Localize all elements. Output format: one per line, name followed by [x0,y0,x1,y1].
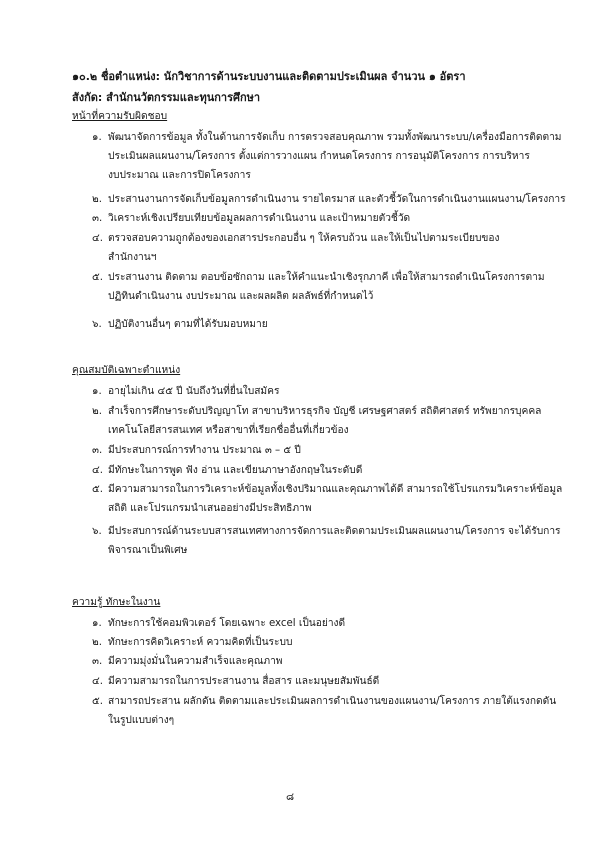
skills-item-number: ๓. [92,656,103,667]
skills-item-number: ๕. [92,696,103,707]
duties-heading: หน้าที่ความรับผิดชอบ [72,111,168,122]
qualifications-item-text: พิจารณาเป็นพิเศษ [108,545,188,556]
qualifications-item-text: อายุไม่เกิน ๔๕ ปี นับถึงวันที่ยื่นใบสมัคร [108,386,280,397]
skills-item-number: ๒. [92,637,102,648]
qualifications-item-number: ๑. [92,386,102,397]
duties-item-number: ๔. [92,233,103,244]
duties-item-text: ประสานงาน ติดตาม ตอบข้อซักถาม และให้คำแนะนำเชิงรุกภาคี เพื่อให้สามารถดำเนินโครงการตาม [108,272,545,283]
qualifications-item-text: มีทักษะในการพูด ฟัง อ่าน และเขียนภาษาอังกฤษในระดับดี [108,465,363,476]
qualifications-item-number: ๖. [92,526,102,537]
skills-item-text: มีความสามารถในการประสานงาน สื่อสาร และมนุษยสัมพันธ์ดี [108,676,380,687]
qualifications-item-number: ๔. [92,465,103,476]
duties-item-text: ตรวจสอบความถูกต้องของเอกสารประกอบอื่น ๆ ให้ครบถ้วน และให้เป็นไปตามระเบียบของ [108,233,500,244]
skills-heading: ความรู้ ทักษะในงาน [72,597,161,608]
position-title: ๑๐.๒ ชื่อตำแหน่ง: นักวิชาการด้านระบบงานและติดตามประเมินผล จำนวน ๑ อัตรา [72,70,466,83]
qualifications-item-text: สำเร็จการศึกษาระดับปริญญาโท สาขาบริหารธุรกิจ บัญชี เศรษฐศาสตร์ สถิติศาสตร์ ทรัพยากรบุคคล [108,406,542,417]
duties-item-text: ปฏิทินดำเนินงาน งบประมาณ และผลผลิต ผลลัพธ์ที่กำหนดไว้ [108,291,374,302]
duties-item-text: ประสานงานการจัดเก็บข้อมูลการดำเนินงาน รายไตรมาส และตัวชี้วัดในการดำเนินงานแผนงาน/โครงการ [108,194,566,205]
duties-item-text: งบประมาณ และการปิดโครงการ [108,170,251,181]
qualifications-item-number: ๓. [92,445,103,456]
duties-item-number: ๓. [92,213,103,224]
duties-item-number: ๖. [92,319,102,330]
duties-item-number: ๒. [92,194,102,205]
skills-item-number: ๔. [92,676,103,687]
qualifications-item-number: ๒. [92,406,102,417]
qualifications-heading: คุณสมบัติเฉพาะตำแหน่ง [72,365,181,376]
qualifications-item-text: มีความสามารถในการวิเคราะห์ข้อมูลทั้งเชิงปริมาณและคุณภาพได้ดี สามารถใช้โปรแกรมวิเคราะห์ข้อมูล [108,484,563,495]
skills-item-text: สามารถประสาน ผลักดัน ติดตามและประเมินผลการดำเนินงานของแผนงาน/โครงการ ภายใต้แรงกดดัน [108,696,557,707]
duties-item-text: ประเมินผลแผนงาน/โครงการ ตั้งแต่การวางแผน กำหนดโครงการ การอนุมัติโครงการ การบริหาร [108,151,530,162]
duties-item-number: ๑. [92,132,102,143]
page-number: ๘ [286,791,295,803]
duties-item-number: ๕. [92,272,103,283]
qualifications-item-text: เทคโนโลยีสารสนเทศ หรือสาขาที่เรียกชื่ออื่นที่เกี่ยวข้อง [108,425,349,436]
skills-item-number: ๑. [92,618,102,629]
duties-item-text: ปฏิบัติงานอื่นๆ ตามที่ได้รับมอบหมาย [108,319,268,330]
duties-item-text: พัฒนาจัดการข้อมูล ทั้งในด้านการจัดเก็บ การตรวจสอบคุณภาพ รวมทั้งพัฒนาระบบ/เครื่องมือการติดตาม [108,132,562,143]
skills-item-text: ทักษะการคิดวิเคราะห์ ความคิดที่เป็นระบบ [108,637,293,648]
skills-item-text: ในรูปแบบต่างๆ [108,715,175,726]
qualifications-item-text: สถิติ และโปรแกรมนำเสนออย่างมีประสิทธิภาพ [108,503,312,514]
skills-item-text: ทักษะการใช้คอมพิวเตอร์ โดยเฉพาะ excel เป็นอย่างดี [108,618,346,629]
qualifications-item-text: มีประสบการณ์การทำงาน ประมาณ ๓ – ๕ ปี [108,445,301,456]
department-line: สังกัด: สำนักนวัตกรรมและทุนการศึกษา [72,91,261,104]
skills-item-text: มีความมุ่งมั่นในความสำเร็จและคุณภาพ [108,656,283,667]
qualifications-item-text: มีประสบการณ์ด้านระบบสารสนเทศทางการจัดการและติดตามประเมินผลแผนงาน/โครงการ จะได้รับการ [108,526,561,537]
duties-item-text: สำนักงานฯ [108,252,157,263]
duties-item-text: วิเคราะห์เชิงเปรียบเทียบข้อมูลผลการดำเนินงาน และเป้าหมายตัวชี้วัด [108,213,411,224]
qualifications-item-number: ๕. [92,484,103,495]
